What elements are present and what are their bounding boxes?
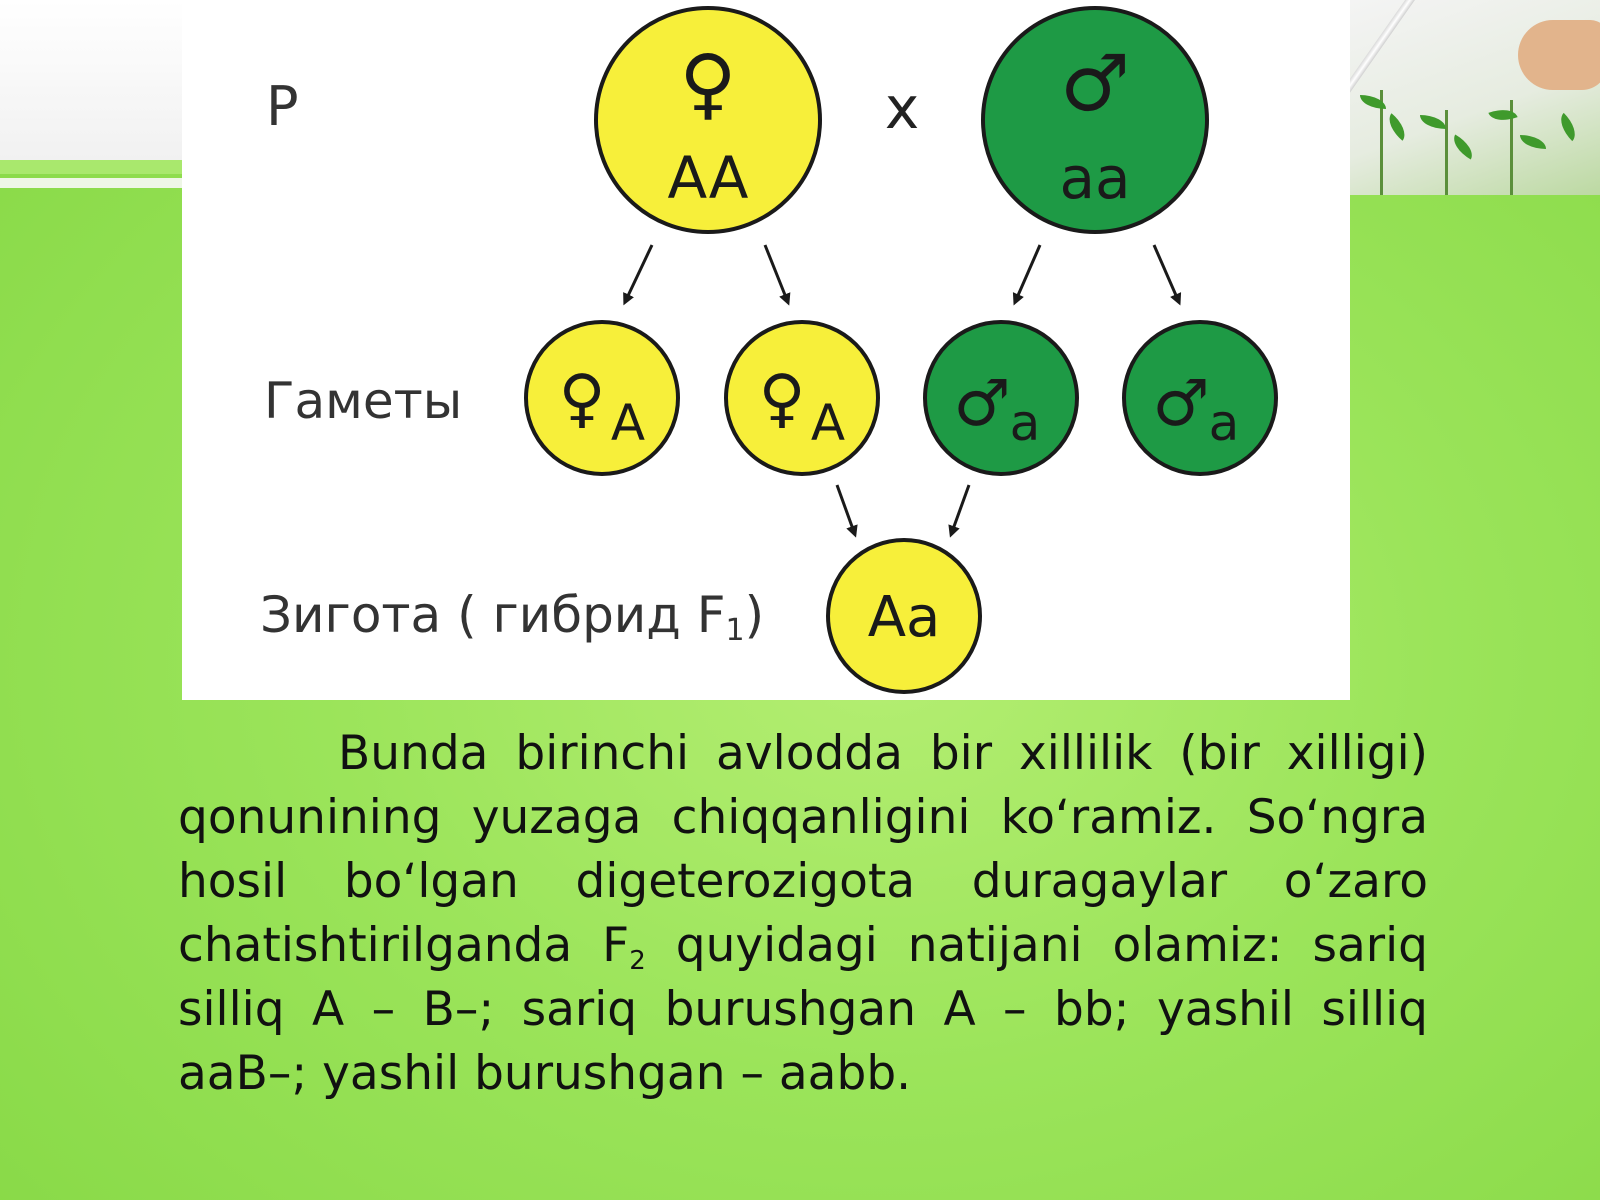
paragraph-text-part1: Bunda birinchi avlodda bir xillilik (bir xilligi) qonunining yuzaga chiqqanligini ko‘ramiz. So‘ngra hosil bo‘lgan digeterozigota duragaylar o‘zaro chatishtirilganda F [178,726,1428,973]
gamete-allele: a [1009,394,1041,452]
arrow [837,485,854,532]
male-symbol-icon: ♂ [1060,39,1130,129]
leaf-icon [1488,104,1517,126]
zygote-genotype: Aa [867,585,941,650]
cross-symbol: x [884,74,920,142]
male-parent-genotype: aa [1059,144,1131,212]
female-gamete-circle [726,322,878,474]
arrow [1154,245,1178,300]
arrow [765,245,787,300]
male-gamete-circle [1124,322,1276,474]
male-symbol-icon: ♂ [953,367,1011,441]
gamete-allele: a [1208,394,1240,452]
gamete-allele: A [610,394,646,452]
cross-diagram-svg [182,0,1350,700]
leaf-icon [1448,134,1478,159]
hand-image [1518,20,1600,90]
gametes-label: Гаметы [264,372,463,430]
explanation-paragraph [178,722,1428,1106]
arrow [952,485,969,532]
female-parent-genotype: AA [667,144,749,212]
female-parent-circle [596,8,820,232]
plant-stem [1445,110,1448,195]
zygote-label: Зигота ( гибрид F1) [260,586,765,648]
f2-subscript: 2 [629,946,646,976]
female-gamete-circle [526,322,678,474]
female-symbol-icon: ♀ [758,362,806,436]
arrow [1016,245,1040,300]
leaf-icon [1383,113,1412,140]
lab-plants-photo [1350,0,1600,195]
male-symbol-icon: ♂ [1152,367,1210,441]
paragraph-text-part2: quyidagi natijani olamiz: sariq silliq A – B–; sariq burushgan A – bb; yashil silliq aaB–; yashil burushgan – aabb. [178,918,1428,1101]
male-gamete-circle [925,322,1077,474]
gamete-allele: A [810,394,846,452]
female-symbol-icon: ♀ [679,39,737,129]
female-symbol-icon: ♀ [558,362,606,436]
pipette-icon [1350,0,1427,105]
genetic-cross-diagram [182,0,1350,700]
leaf-icon [1554,113,1582,141]
zygote-circle [828,540,980,692]
leaf-icon [1420,115,1446,129]
parents-label: P [266,75,299,138]
arrow [626,245,652,300]
male-parent-circle [983,8,1207,232]
leaf-icon [1520,135,1546,149]
